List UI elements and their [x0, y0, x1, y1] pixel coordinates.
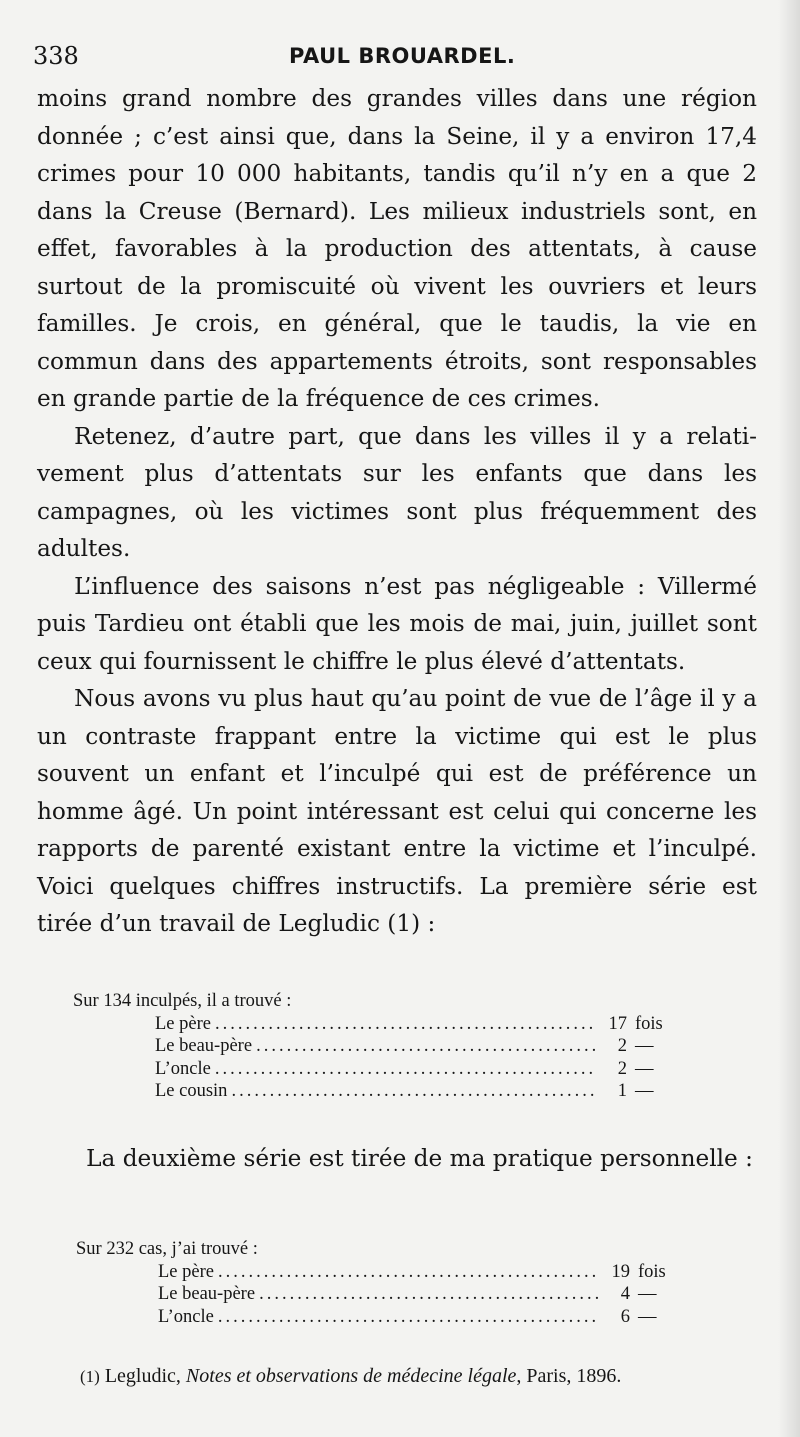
- row-count: 6: [620, 1306, 630, 1327]
- leader-dots: [231, 1080, 595, 1103]
- table-row: [158, 1261, 696, 1284]
- row-label: Le père: [155, 1013, 211, 1034]
- leader-dots: [259, 1283, 598, 1306]
- table-intro: Sur 232 cas, j’ai trouvé :: [76, 1239, 258, 1259]
- running-head: [33, 40, 750, 74]
- row-count: 2: [617, 1058, 627, 1079]
- row-label: L’oncle: [158, 1306, 214, 1327]
- paragraph-continuation: moins grand nombre des grandes villes dans une région donnée ; c’est ainsi que, dans la Seine, il y a environ 17,4 crimes pour 10 000 habitants, tandis qu’il n’y en a que 2 dans la Creuse (Bernard). Les milieux industriels sont, en effet, favorables à la production des attentats, à cause surtout de la promiscuité où vivent les ouvriers et leurs familles. Je crois, en général, que le taudis, la vie en commun dans des appartements étroits, sont responsables en grande partie de la fréquence de ces crimes.: [37, 85, 757, 412]
- leader-dots: [256, 1035, 595, 1058]
- row-unit: —: [635, 1058, 654, 1079]
- leader-dots: [215, 1013, 595, 1036]
- paragraph-seasons: L’influence des saisons n’est pas négligeable : Villermé puis Tardieu ont établi que les mois de mai, juin, juillet sont ceux qui fournissent le chiffre le plus élevé d’attentats.: [37, 572, 757, 675]
- footnote: [80, 1365, 621, 1388]
- body-text: [37, 80, 757, 943]
- table-row: [155, 1013, 693, 1036]
- footnote-publication: , Paris, 1896.: [516, 1365, 622, 1387]
- row-unit: —: [638, 1284, 657, 1304]
- leader-dots: [218, 1306, 598, 1329]
- page-gutter-shadow: [778, 0, 800, 1437]
- row-label: Le père: [158, 1261, 214, 1282]
- table-intro: Sur 134 inculpés, il a trouvé :: [73, 991, 292, 1011]
- table-row: [155, 1058, 693, 1081]
- row-label: L’oncle: [155, 1058, 211, 1079]
- row-unit: fois: [638, 1261, 666, 1282]
- paragraph-personal-series: La deuxième série est tirée de ma pratique personnelle :: [86, 1145, 753, 1172]
- row-count: 1: [617, 1081, 627, 1101]
- row-label: Le cousin: [155, 1081, 228, 1101]
- leader-dots: [218, 1261, 598, 1284]
- row-count: 4: [620, 1284, 630, 1304]
- table-row: [158, 1306, 696, 1329]
- row-unit: —: [638, 1306, 657, 1327]
- row-count: 2: [617, 1036, 627, 1056]
- paragraph-kinship: Nous avons vu plus haut qu’au point de vue de l’âge il y a un contraste frappant entre la victime qui est le plus souvent un enfant et l’inculpé qui est de préférence un homme âgé. Un point intéressant est celui qui concerne les rapports de parenté existant entre la victime et l’inculpé. Voici quelques chiffres instructifs. La première série est tirée d’un travail de Legludic (1) :: [37, 685, 757, 937]
- leader-dots: [215, 1058, 595, 1081]
- running-title: PAUL BROUARDEL.: [289, 44, 516, 68]
- row-unit: —: [635, 1081, 654, 1101]
- row-unit: fois: [635, 1013, 663, 1034]
- table-row: [155, 1035, 693, 1058]
- table-row: [158, 1283, 696, 1306]
- page-number: 338: [33, 42, 79, 70]
- kinship-table-legludic: [73, 990, 693, 1103]
- table-row: [155, 1080, 693, 1103]
- footnote-marker: (1): [80, 1367, 100, 1386]
- paragraph-towns: Retenez, d’autre part, que dans les villes il y a relativement plus d’attentats sur les enfants que dans les campagnes, où les victimes sont plus fréquemment des adultes.: [37, 422, 757, 562]
- row-count: 19: [611, 1261, 630, 1282]
- footnote-author: Legludic,: [104, 1365, 181, 1387]
- kinship-table-personal: [76, 1238, 696, 1328]
- row-label: Le beau-père: [158, 1284, 256, 1304]
- row-count: 17: [608, 1013, 627, 1034]
- footnote-title: Notes et observations de médecine légale: [185, 1365, 517, 1387]
- row-label: Le beau-père: [155, 1036, 253, 1056]
- row-unit: —: [635, 1036, 654, 1056]
